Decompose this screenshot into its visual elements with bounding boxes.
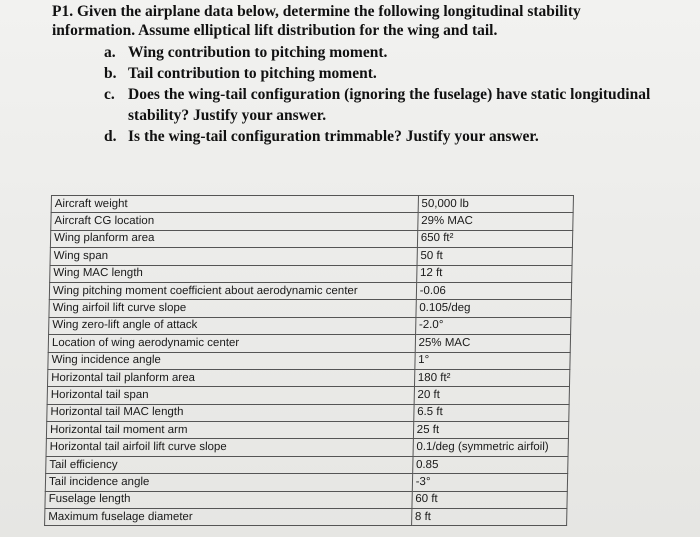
problem-line-1: P1. Given the airplane data below, determine the following longitudinal stability — [52, 3, 581, 20]
airplane-data-table — [44, 195, 574, 526]
table-row — [45, 509, 567, 526]
table-row — [50, 248, 572, 265]
parameter-label: Wing zero-lift angle of attack — [49, 317, 416, 334]
parameter-value: 8 ft — [411, 509, 567, 526]
parameter-label: Aircraft weight — [51, 196, 418, 213]
question-item-d — [104, 126, 694, 147]
question-text: Is the wing-tail configuration trimmable? Justify your answer. — [128, 128, 539, 145]
table-row — [49, 317, 571, 334]
question-item-a — [104, 42, 694, 63]
parameter-label: Wing span — [50, 248, 417, 265]
parameter-label: Horizontal tail planform area — [47, 369, 414, 386]
parameter-label: Wing planform area — [50, 230, 417, 247]
question-letter: d. — [104, 128, 117, 145]
table-row — [46, 439, 568, 456]
parameter-value: -3° — [412, 474, 568, 491]
table-row — [49, 300, 571, 317]
table-row — [47, 404, 569, 421]
table-row — [45, 491, 567, 508]
parameter-label: Horizontal tail span — [47, 387, 414, 404]
question-text: Wing contribution to pitching moment. — [128, 44, 388, 61]
airplane-data-table-wrapper — [44, 195, 574, 537]
question-text: Does the wing-tail configuration (ignoring the fuselage) have static longitudinal — [128, 86, 651, 103]
parameter-value: 50,000 lb — [418, 196, 574, 213]
parameter-label: Wing pitching moment coefficient about aerodynamic center — [49, 282, 416, 299]
question-item-c — [104, 84, 694, 105]
question-list — [104, 42, 694, 147]
table-row — [46, 456, 568, 473]
parameter-value: 180 ft² — [414, 369, 570, 386]
parameter-value: 25 ft — [413, 422, 569, 439]
parameter-value: 0.85 — [412, 456, 568, 473]
table-row — [48, 335, 570, 352]
parameter-value: 650 ft² — [417, 230, 573, 247]
parameter-label: Fuselage length — [45, 491, 412, 508]
table-body — [45, 196, 574, 526]
parameter-label: Tail incidence angle — [45, 474, 412, 491]
question-letter: c. — [104, 86, 115, 103]
question-item-b — [104, 63, 694, 84]
parameter-value: -0.06 — [416, 282, 572, 299]
problem-statement — [52, 2, 692, 40]
parameter-label: Aircraft CG location — [51, 213, 418, 230]
question-letter: b. — [104, 65, 117, 82]
parameter-value: 0.105/deg — [416, 300, 572, 317]
parameter-value: 12 ft — [416, 265, 572, 282]
question-item-c-continued — [104, 105, 694, 126]
parameter-value: 50 ft — [417, 248, 573, 265]
parameter-value: 20 ft — [414, 387, 570, 404]
parameter-value: 0.1/deg (symmetric airfoil) — [413, 439, 569, 456]
parameter-label: Tail efficiency — [46, 456, 413, 473]
table-row — [46, 422, 568, 439]
table-row — [50, 265, 572, 282]
parameter-label: Horizontal tail moment arm — [46, 422, 413, 439]
parameter-label: Horizontal tail airfoil lift curve slope — [46, 439, 413, 456]
question-letter: a. — [104, 44, 116, 61]
question-text-continued: stability? Justify your answer. — [128, 107, 327, 124]
table-row — [49, 282, 571, 299]
table-row — [51, 213, 573, 230]
parameter-value: 6.5 ft — [413, 404, 569, 421]
parameter-label: Maximum fuselage diameter — [45, 509, 412, 526]
parameter-label: Wing incidence angle — [48, 352, 415, 369]
table-row — [48, 352, 570, 369]
parameter-label: Location of wing aerodynamic center — [48, 335, 415, 352]
parameter-label: Wing MAC length — [50, 265, 417, 282]
parameter-label: Wing airfoil lift curve slope — [49, 300, 416, 317]
parameter-value: 29% MAC — [417, 213, 573, 230]
table-row — [45, 474, 567, 491]
parameter-value: -2.0° — [415, 317, 571, 334]
table-row — [47, 369, 569, 386]
question-text: Tail contribution to pitching moment. — [128, 65, 377, 82]
table-row — [51, 196, 573, 213]
parameter-value: 1° — [415, 352, 571, 369]
table-row — [47, 387, 569, 404]
parameter-value: 60 ft — [412, 491, 568, 508]
parameter-label: Horizontal tail MAC length — [47, 404, 414, 421]
table-row — [50, 230, 572, 247]
parameter-value: 25% MAC — [415, 335, 571, 352]
problem-line-2: information. Assume elliptical lift distribution for the wing and tail. — [52, 22, 498, 39]
